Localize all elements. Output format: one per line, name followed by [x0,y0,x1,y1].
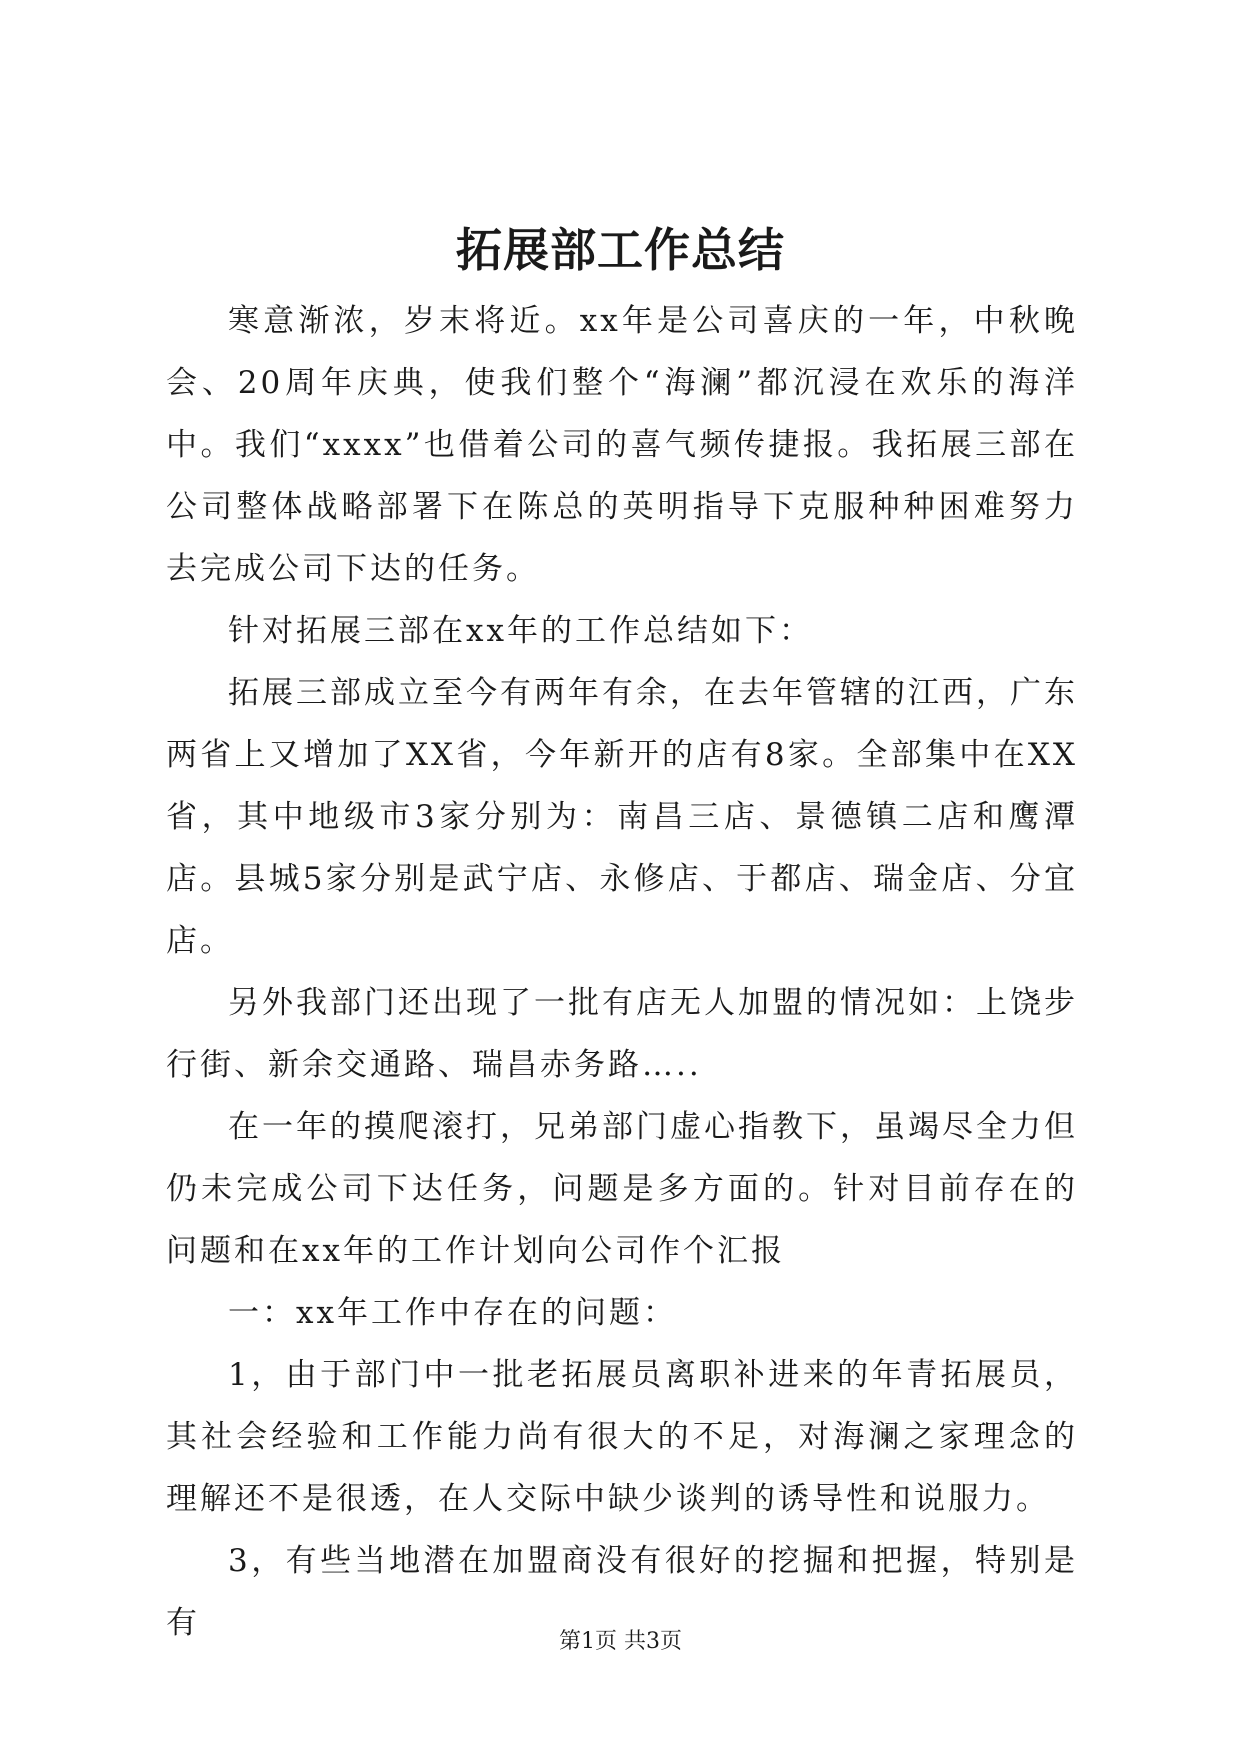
document-title: 拓展部工作总结 [456,223,785,277]
paragraph: 1，由于部门中一批老拓展员离职补进来的年青拓展员，其社会经验和工作能力尚有很大的不足，对海澜之家理念的理解还不是很透，在人交际中缺少谈判的诱导性和说服力。 [166,1357,1078,1517]
paragraph: 在一年的摸爬滚打，兄弟部门虚心指教下，虽竭尽全力但仍未完成公司下达任务，问题是多方面的。针对目前存在的问题和在xx年的工作计划向公司作个汇报 [166,1109,1078,1269]
paragraph: 3，有些当地潜在加盟商没有很好的挖掘和把握，特别是有 [166,1543,1078,1641]
paragraph: 针对拓展三部在xx年的工作总结如下： [228,613,813,649]
paragraph: 寒意渐浓，岁末将近。xx年是公司喜庆的一年，中秋晚会、20周年庆典，使我们整个“海澜”都沉浸在欢乐的海洋中。我们“xxxx”也借着公司的喜气频传捷报。我拓展三部在公司整体战略部署下在陈总的英明指导下克服种种困难努力去完成公司下达的任务。 [166,303,1078,587]
paragraph: 一：xx年工作中存在的问题： [228,1295,677,1331]
paragraph: 拓展三部成立至今有两年有余，在去年管辖的江西，广东两省上又增加了XX省，今年新开的店有8家。全部集中在XX省，其中地级市3家分别为：南昌三店、景德镇二店和鹰潭店。县城5家分别是武宁店、永修店、于都店、瑞金店、分宜店。 [166,675,1078,959]
page-number-footer: 第1页 共3页 [559,1629,682,1654]
paragraph: 另外我部门还出现了一批有店无人加盟的情况如：上饶步行街、新余交通路、瑞昌赤务路….. [166,985,1078,1083]
document-body [166,290,1078,1654]
